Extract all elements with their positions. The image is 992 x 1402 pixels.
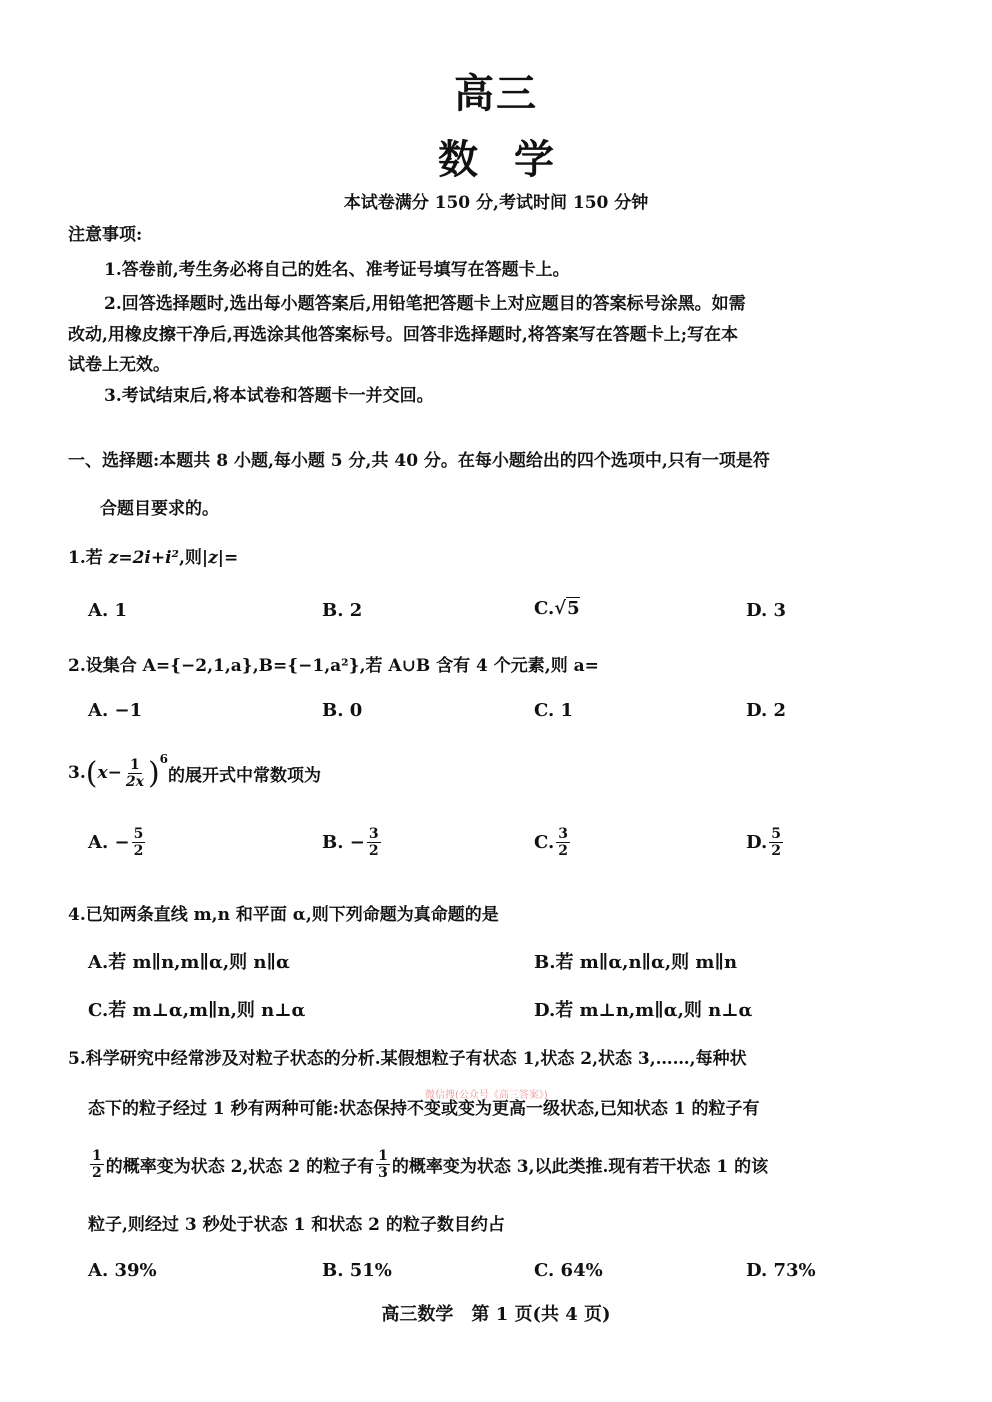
question-3-text: 的展开式中常数项为 — [168, 765, 322, 786]
watermark-text: 微信搜(公众号《高三答案》) — [425, 1090, 548, 1101]
question-3-option-d — [746, 826, 785, 859]
question-3-option-b — [322, 826, 383, 859]
question-4-option-a: A.若 m∥n,m∥α,则 n∥α — [88, 952, 290, 973]
question-2-option-b: B. 0 — [322, 700, 363, 721]
question-5-fraction-half — [90, 1148, 104, 1181]
question-3-fraction-numerator: 1 — [130, 756, 140, 773]
question-3-option-d-numerator: 5 — [771, 826, 781, 842]
question-5-fraction-third — [376, 1148, 390, 1181]
question-2-stem: 2.设集合 A={−2,1,a},B={−1,a²},若 A∪B 含有 4 个元素,则 a= — [68, 656, 599, 676]
question-3-left-paren: ( — [85, 755, 98, 791]
question-3-fraction — [124, 757, 146, 790]
question-3-x-term: x− — [97, 763, 122, 783]
question-5-fraction-third-denominator: 3 — [378, 1164, 388, 1181]
question-3-stem — [68, 750, 321, 796]
notice-item-3: 3.考试结束后,将本试卷和答题卡一并交回。 — [104, 386, 434, 406]
question-3-option-b-fraction — [367, 826, 381, 859]
question-5-fraction-third-numerator: 1 — [378, 1147, 388, 1164]
question-5-line-3-text-a: 的概率变为状态 2,状态 2 的粒子有 — [105, 1156, 375, 1177]
question-5-fraction-half-denominator: 2 — [92, 1164, 102, 1181]
notice-item-2-line-3: 试卷上无效。 — [68, 355, 170, 375]
question-5-option-b: B. 51% — [322, 1260, 392, 1281]
question-5-line-3 — [88, 1142, 768, 1186]
question-3-option-a — [88, 826, 147, 859]
question-5-option-d: D. 73% — [746, 1260, 816, 1281]
section-heading-line-1: 一、选择题:本题共 8 小题,每小题 5 分,共 40 分。在每小题给出的四个选项中,只有一项是符 — [68, 451, 770, 471]
question-1-option-a: A. 1 — [88, 600, 128, 621]
question-5-line-2: 态下的粒子经过 1 秒有两种可能:状态保持不变或变为更高一级状态,已知状态 1 的粒子有 — [88, 1099, 760, 1119]
question-5-option-c: C. 64% — [534, 1260, 603, 1281]
question-4-option-b: B.若 m∥α,n∥α,则 m∥n — [534, 952, 738, 973]
notice-heading: 注意事项: — [68, 225, 143, 245]
question-3-option-d-denominator: 2 — [771, 843, 781, 859]
question-1-expression: z=2i+i² — [108, 548, 180, 568]
section-heading-line-2: 合题目要求的。 — [100, 499, 219, 519]
question-3-option-d-fraction — [769, 826, 783, 859]
question-2-option-c: C. 1 — [534, 700, 574, 721]
question-3-option-b-numerator: 3 — [368, 826, 379, 842]
question-3-option-c-fraction — [556, 826, 570, 859]
page-footer: 高三数学 第 1 页(共 4 页) — [381, 1304, 611, 1325]
question-5-line-1: 5.科学研究中经常涉及对粒子状态的分析.某假想粒子有状态 1,状态 2,状态 3,……,每种状 — [68, 1049, 747, 1069]
question-1-number: 1.若 — [68, 548, 109, 568]
question-3-fraction-denominator: 2x — [125, 773, 144, 790]
exam-info: 本试卷满分 150 分,考试时间 150 分钟 — [343, 193, 649, 213]
question-1-text: ,则| — [179, 548, 209, 568]
question-1-option-b: B. 2 — [322, 600, 363, 621]
question-3-option-a-label: A. − — [88, 832, 130, 853]
question-3-option-c-numerator: 3 — [558, 826, 569, 842]
notice-item-1: 1.答卷前,考生务必将自己的姓名、准考证号填写在答题卡上。 — [104, 260, 570, 280]
question-2-option-d: D. 2 — [746, 700, 787, 721]
question-5-line-4: 粒子,则经过 3 秒处于状态 1 和状态 2 的粒子数目约占 — [88, 1215, 505, 1235]
question-4-option-d: D.若 m⊥n,m∥α,则 n⊥α — [534, 1000, 753, 1021]
question-3-option-b-denominator: 2 — [368, 843, 379, 859]
question-3-number: 3. — [68, 763, 86, 783]
question-1-option-c-radicand: 5 — [567, 598, 580, 619]
question-3-option-c — [534, 826, 572, 859]
question-2-option-a: A. −1 — [88, 700, 143, 721]
question-4-option-c: C.若 m⊥α,m∥n,则 n⊥α — [88, 1000, 306, 1021]
question-1-stem — [68, 543, 238, 568]
question-1-end: |= — [217, 548, 239, 568]
notice-item-2-line-1: 2.回答选择题时,选出每小题答案后,用铅笔把答题卡上对应题目的答案标号涂黑。如需 — [104, 294, 746, 314]
question-3-option-a-fraction — [132, 826, 146, 859]
question-1-variable: z — [208, 548, 218, 568]
question-3-option-d-label: D. — [746, 832, 768, 853]
page-grade-title: 高三 — [454, 70, 538, 117]
question-4-stem: 4.已知两条直线 m,n 和平面 α,则下列命题为真命题的是 — [68, 905, 499, 925]
question-3-option-a-denominator: 2 — [133, 843, 144, 859]
notice-item-2-line-2: 改动,用橡皮擦干净后,再选涂其他答案标号。回答非选择题时,将答案写在答题卡上;写在本 — [68, 325, 739, 345]
question-3-right-paren: ) — [147, 755, 160, 791]
question-3-option-a-numerator: 5 — [133, 826, 144, 842]
question-5-fraction-half-numerator: 1 — [92, 1147, 102, 1164]
question-3-option-c-label: C. — [534, 832, 555, 853]
question-3-option-c-denominator: 2 — [558, 843, 569, 859]
question-1-option-c-label: C. — [534, 598, 555, 619]
page-subject-title: 数学 — [438, 136, 590, 183]
question-3-option-b-label: B. − — [322, 832, 365, 853]
question-3-exponent: 6 — [159, 752, 169, 766]
question-5-option-a: A. 39% — [88, 1260, 157, 1281]
question-1-option-c: C.√5 — [534, 598, 580, 619]
question-5-line-3-text-b: 的概率变为状态 3,以此类推.现有若干状态 1 的该 — [391, 1156, 769, 1177]
question-1-option-d: D. 3 — [746, 600, 787, 621]
